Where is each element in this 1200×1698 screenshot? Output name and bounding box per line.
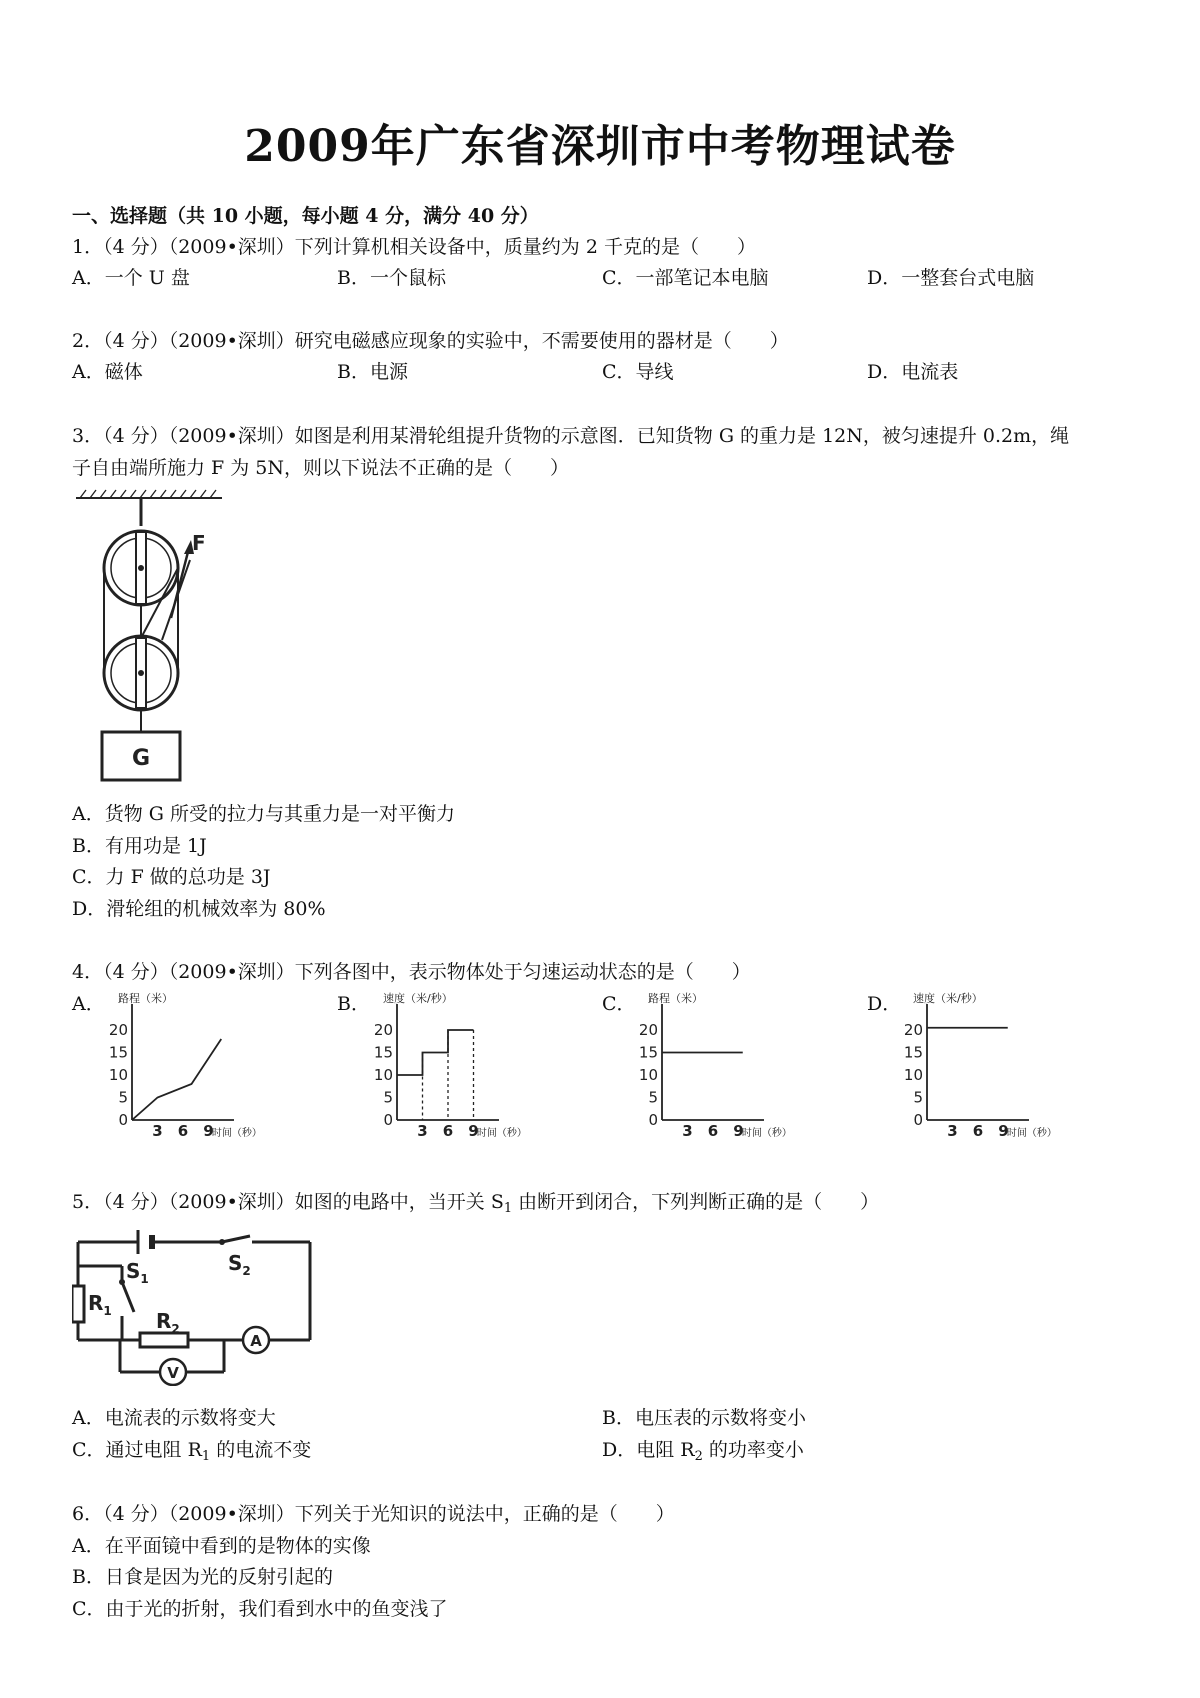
y-tick-label: 15	[903, 1043, 923, 1062]
y-tick-label: 20	[903, 1021, 923, 1039]
r2-label: R	[156, 1309, 172, 1333]
r1-sub: 1	[103, 1304, 112, 1318]
q5-option-c-sub: 1	[201, 1449, 211, 1464]
q6-option-b: B．日食是因为光的反射引起的	[72, 1566, 333, 1588]
q3-stem-line2: 子自由端所施力 F 为 5N，则以下说法不正确的是（ ）	[72, 457, 570, 479]
y-axis-label: 速度（米/秒）	[383, 992, 453, 1005]
ceiling	[76, 490, 222, 498]
y-tick-label: 20	[108, 1021, 128, 1039]
y-tick-label: 20	[373, 1021, 393, 1039]
q4-option-a-letter: A．	[72, 993, 105, 1015]
battery-icon	[138, 1230, 152, 1254]
y-tick-label: 15	[108, 1043, 128, 1062]
y-tick-label: 20	[638, 1021, 658, 1039]
svg-text:R2	[156, 1309, 180, 1336]
graph-b	[367, 990, 567, 1140]
x-tick-label: 9	[998, 1122, 1009, 1140]
x-tick-label: 6	[707, 1122, 719, 1140]
q5-option-d-pre: D．电阻 R	[602, 1439, 695, 1461]
fixed-pulley	[104, 531, 178, 605]
y-tick-label: 0	[383, 1111, 393, 1129]
q5-option-b: B．电压表的示数将变小	[602, 1407, 806, 1429]
y-tick-label: 5	[383, 1088, 393, 1107]
q5-option-c-post: 的电流不变	[210, 1439, 312, 1461]
graph-d	[897, 990, 1097, 1140]
q5-option-d	[602, 1436, 804, 1464]
x-axis-label: 时间（秒）	[211, 1128, 262, 1139]
x-tick-label: 6	[177, 1122, 189, 1140]
q4-option-d-letter: D．	[867, 993, 902, 1015]
q4-option-b-letter: B．	[337, 993, 370, 1015]
q6-stem: 6．（4 分）（2009•深圳）下列关于光知识的说法中，正确的是（ ）	[72, 1503, 675, 1525]
voltmeter-label: V	[167, 1364, 179, 1382]
y-tick-label: 10	[638, 1066, 658, 1084]
x-tick-label: 3	[417, 1122, 428, 1140]
page-title: 2009年广东省深圳市中考物理试卷	[244, 121, 956, 172]
r2-sub: 2	[171, 1322, 180, 1336]
y-tick-label: 5	[913, 1088, 923, 1107]
q6-option-a: A．在平面镜中看到的是物体的实像	[72, 1535, 371, 1557]
resistor-r2	[140, 1333, 188, 1347]
section-heading: 一、选择题（共 10 小题，每小题 4 分，满分 40 分）	[72, 205, 539, 227]
q1-option-c: C．一部笔记本电脑	[602, 267, 769, 289]
x-tick-label: 3	[947, 1122, 958, 1140]
q5-option-c-pre: C．通过电阻 R	[72, 1439, 202, 1461]
resistor-r1	[72, 1286, 84, 1322]
x-tick-label: 9	[468, 1122, 479, 1140]
y-tick-label: 5	[118, 1088, 128, 1107]
ammeter-label: A	[250, 1332, 262, 1350]
q1-option-d: D．一整套台式电脑	[867, 267, 1035, 289]
x-axis-label: 时间（秒）	[476, 1128, 527, 1139]
q3-option-c: C．力 F 做的总功是 3J	[72, 866, 271, 888]
q5-stem-post: 由断开到闭合，下列判断正确的是（ ）	[512, 1191, 880, 1213]
y-tick-label: 10	[903, 1066, 923, 1084]
y-tick-label: 10	[373, 1066, 393, 1084]
s2-label: S	[228, 1251, 243, 1275]
graph-a	[102, 990, 302, 1140]
s1-label: S	[126, 1259, 141, 1283]
force-label: F	[192, 531, 206, 555]
q5-option-c	[72, 1436, 311, 1464]
pulley-diagram	[72, 488, 232, 798]
y-tick-label: 0	[118, 1111, 128, 1129]
graph-c	[632, 990, 832, 1140]
r1-label: R	[88, 1291, 104, 1315]
q6-option-c: C．由于光的折射，我们看到水中的鱼变浅了	[72, 1598, 448, 1620]
s1-sub: 1	[140, 1272, 149, 1286]
series-line	[132, 1039, 221, 1120]
q5-stem-sub: 1	[503, 1201, 513, 1216]
q5-stem	[72, 1188, 879, 1216]
q5-option-d-post: 的功率变小	[702, 1439, 804, 1461]
x-tick-label: 6	[442, 1122, 454, 1140]
y-axis-label: 路程（米）	[118, 992, 173, 1005]
y-tick-label: 0	[913, 1111, 923, 1129]
x-tick-label: 6	[972, 1122, 984, 1140]
circuit-diagram	[72, 1226, 322, 1386]
svg-text:R1	[88, 1291, 112, 1318]
q1-option-b: B．一个鼠标	[337, 267, 446, 289]
y-tick-label: 5	[648, 1088, 658, 1107]
q2-option-a: A．磁体	[72, 361, 143, 383]
series-line	[397, 1030, 474, 1075]
q3-stem-line1: 3．（4 分）（2009•深圳）如图是利用某滑轮组提升货物的示意图．已知货物 G 的重力是 12N，被匀速提升 0.2m，绳	[72, 425, 1070, 447]
q1-stem: 1．（4 分）（2009•深圳）下列计算机相关设备中，质量约为 2 千克的是（ ）	[72, 236, 756, 258]
q3-option-b: B．有用功是 1J	[72, 835, 207, 857]
q2-option-b: B．电源	[337, 361, 408, 383]
s2-sub: 2	[242, 1264, 251, 1278]
x-tick-label: 9	[203, 1122, 214, 1140]
weight-box	[102, 732, 180, 780]
x-tick-label: 3	[152, 1122, 163, 1140]
q3-option-a: A．货物 G 所受的拉力与其重力是一对平衡力	[72, 803, 455, 825]
q5-stem-pre: 5．（4 分）（2009•深圳）如图的电路中，当开关 S	[72, 1191, 504, 1213]
movable-pulley	[104, 636, 178, 710]
x-axis-label: 时间（秒）	[1006, 1128, 1057, 1139]
weight-label: G	[131, 746, 151, 771]
y-tick-label: 15	[638, 1043, 658, 1062]
svg-text:S2	[228, 1251, 251, 1278]
q5-option-d-sub: 2	[694, 1449, 703, 1464]
x-axis-label: 时间（秒）	[741, 1128, 792, 1139]
q3-option-d: D．滑轮组的机械效率为 80%	[72, 898, 326, 920]
svg-text:S1	[126, 1259, 149, 1286]
q4-stem: 4．（4 分）（2009•深圳）下列各图中，表示物体处于匀速运动状态的是（ ）	[72, 961, 751, 983]
y-tick-label: 15	[373, 1043, 393, 1062]
q2-option-d: D．电流表	[867, 361, 959, 383]
y-tick-label: 10	[108, 1066, 128, 1084]
q4-option-c-letter: C．	[602, 993, 636, 1015]
q5-option-a: A．电流表的示数将变大	[72, 1407, 276, 1429]
x-tick-label: 3	[682, 1122, 693, 1140]
y-axis-label: 路程（米）	[648, 992, 703, 1005]
q2-stem: 2．（4 分）（2009•深圳）研究电磁感应现象的实验中，不需要使用的器材是（ ）	[72, 330, 789, 352]
q2-option-c: C．导线	[602, 361, 674, 383]
y-axis-label: 速度（米/秒）	[913, 992, 983, 1005]
y-tick-label: 0	[648, 1111, 658, 1129]
x-tick-label: 9	[733, 1122, 744, 1140]
q1-option-a: A．一个 U 盘	[72, 267, 190, 289]
